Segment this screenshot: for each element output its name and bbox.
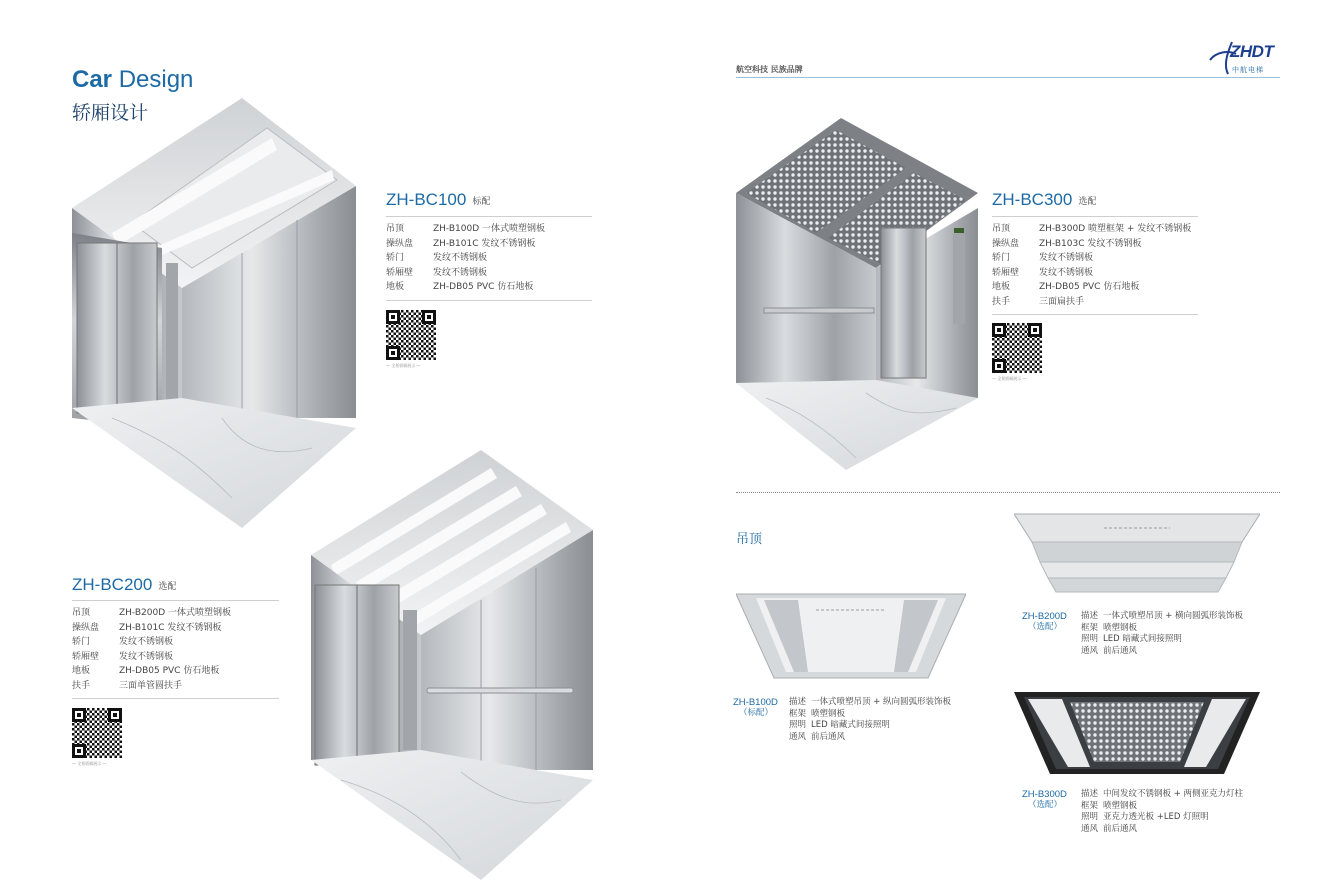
page-title-en [72, 66, 193, 94]
desc-row [789, 732, 951, 744]
spec-key: 扶手 [72, 680, 91, 691]
brand-slogan: 航空科技 民族品牌 [736, 65, 803, 74]
spec-value: 三面单管圆扶手 [119, 680, 183, 691]
model-bc200: ZH-BC200 [72, 575, 153, 594]
spec-key: 地板 [386, 282, 405, 292]
model-bc100: ZH-BC100 [386, 190, 467, 209]
desc-value: 前后通风 [1103, 645, 1138, 656]
ceiling-label-b100d [733, 697, 778, 719]
qr-code-bc200[interactable] [72, 708, 122, 758]
spec-value: ZH-B300D 喷塑框架 + 发纹不锈钢板 [1039, 224, 1192, 234]
desc-key: 框架 [1081, 622, 1099, 633]
desc-key: 描述 [789, 697, 807, 707]
desc-row [1081, 824, 1243, 836]
qr-caption: — 全景轿厢展示 — [992, 376, 1027, 381]
ceiling-heading: 吊顶 [736, 532, 763, 547]
spec-key: 操纵盘 [992, 238, 1020, 249]
ceiling-model-b100d: ZH-B100D [733, 697, 778, 708]
spec-key: 吊顶 [992, 224, 1011, 234]
desc-row [1081, 646, 1243, 658]
spec-row [72, 621, 231, 636]
spec-value: ZH-B103C 发纹不锈钢板 [1039, 238, 1142, 249]
spec-row [992, 222, 1191, 237]
logo-subtext: 中航电梯 [1232, 66, 1264, 74]
spec-value: 发纹不锈钢板 [119, 651, 174, 662]
divider [386, 300, 592, 301]
spec-row [72, 635, 231, 650]
divider [72, 698, 279, 699]
spec-value: ZH-B101C 发纹不锈钢板 [119, 622, 222, 633]
spec-title-bc300 [992, 190, 1096, 210]
spec-value: 三面扁扶手 [1039, 296, 1085, 307]
spec-row [386, 222, 545, 237]
desc-value: LED 暗藏式间接照明 [811, 720, 890, 730]
spec-key: 吊顶 [386, 224, 405, 234]
desc-value: 中间发纹不锈钢板 + 两侧亚克力灯柱 [1103, 789, 1244, 799]
ceiling-label-b200d [1022, 611, 1067, 633]
divider [72, 600, 279, 601]
desc-row [1081, 801, 1243, 813]
spec-table-bc200 [72, 606, 231, 693]
spec-key: 轿厢壁 [72, 651, 100, 662]
spec-key: 地板 [72, 666, 91, 676]
qr-caption: — 全景轿厢展示 — [72, 761, 107, 766]
spec-key: 轿厢壁 [992, 267, 1020, 278]
desc-key: 照明 [1081, 812, 1099, 822]
desc-key: 通风 [1081, 823, 1099, 834]
spec-value: ZH-DB05 PVC 仿石地板 [433, 282, 534, 292]
spec-key: 轿门 [72, 637, 91, 647]
spec-row [992, 251, 1191, 266]
spec-key: 操纵盘 [386, 238, 414, 249]
ceiling-image-b100d [736, 592, 966, 680]
ceiling-desc-b100d [789, 697, 951, 743]
desc-key: 照明 [789, 720, 807, 730]
spec-row [72, 679, 231, 694]
desc-row [1081, 634, 1243, 646]
ceiling-tag-b100d: （标配） [739, 708, 774, 718]
spec-row [992, 280, 1191, 295]
desc-row [789, 709, 951, 721]
spec-value: 发纹不锈钢板 [119, 637, 174, 647]
desc-key: 描述 [1081, 789, 1099, 799]
title-en-bold: Car [72, 66, 113, 93]
logo-text: ZHDT [1230, 42, 1274, 61]
ceiling-model-b300d: ZH-B300D [1022, 789, 1067, 800]
desc-row [1081, 623, 1243, 635]
spec-row [386, 237, 545, 252]
desc-value: 亚克力透光板 +LED 灯照明 [1103, 812, 1209, 822]
spec-key: 轿门 [992, 253, 1011, 263]
ceiling-image-b200d [1014, 512, 1260, 600]
tag-bc300: 选配 [1078, 196, 1097, 207]
spec-row [72, 606, 231, 621]
qr-caption: — 全景轿厢展示 — [386, 363, 421, 368]
spec-value: ZH-B200D 一体式喷塑钢板 [119, 608, 232, 618]
ceiling-desc-b300d [1081, 789, 1243, 835]
spec-value: 发纹不锈钢板 [1039, 267, 1094, 278]
spec-value: ZH-B100D 一体式喷塑钢板 [433, 224, 546, 234]
spec-key: 地板 [992, 282, 1011, 292]
model-bc300: ZH-BC300 [992, 190, 1073, 209]
desc-value: 喷塑钢板 [811, 708, 846, 719]
car-image-bc200 [311, 450, 593, 880]
desc-value: 一体式喷塑吊顶 + 纵向圆弧形装饰板 [811, 697, 952, 707]
divider [386, 216, 592, 217]
spec-value: 发纹不锈钢板 [433, 253, 488, 263]
spec-row [992, 295, 1191, 310]
header-divider [736, 77, 1280, 78]
desc-value: 前后通风 [811, 731, 846, 742]
spec-table-bc100 [386, 222, 545, 295]
ceiling-model-b200d: ZH-B200D [1022, 611, 1067, 622]
spec-key: 轿门 [386, 253, 405, 263]
desc-value: 喷塑钢板 [1103, 800, 1138, 811]
desc-row [789, 720, 951, 732]
spec-row [72, 664, 231, 679]
spec-title-bc100 [386, 190, 490, 210]
desc-row [1081, 812, 1243, 824]
desc-row [1081, 789, 1243, 801]
desc-row [1081, 611, 1243, 623]
spec-row [992, 266, 1191, 281]
ceiling-tag-b200d: （选配） [1028, 622, 1063, 632]
title-en-rest: Design [112, 66, 194, 93]
ceiling-label-b300d [1022, 789, 1067, 811]
ceiling-tag-b300d: （选配） [1028, 800, 1063, 810]
spec-key: 扶手 [992, 296, 1011, 307]
tag-bc100: 标配 [472, 196, 491, 207]
desc-key: 通风 [789, 731, 807, 742]
desc-value: 前后通风 [1103, 823, 1138, 834]
spec-row [386, 280, 545, 295]
desc-key: 照明 [1081, 634, 1099, 644]
desc-key: 描述 [1081, 611, 1099, 621]
desc-value: 一体式喷塑吊顶 + 横向圆弧形装饰板 [1103, 611, 1244, 621]
divider [992, 314, 1198, 315]
spec-row [992, 237, 1191, 252]
spec-title-bc200 [72, 575, 176, 595]
spec-value: ZH-DB05 PVC 仿石地板 [119, 666, 220, 676]
qr-code-bc100[interactable] [386, 310, 436, 360]
desc-key: 通风 [1081, 645, 1099, 656]
spec-row [386, 251, 545, 266]
spec-value: ZH-DB05 PVC 仿石地板 [1039, 282, 1140, 292]
spec-table-bc300 [992, 222, 1191, 309]
spec-key: 轿厢壁 [386, 267, 414, 278]
desc-row [789, 697, 951, 709]
ceiling-desc-b200d [1081, 611, 1243, 657]
desc-value: 喷塑钢板 [1103, 622, 1138, 633]
spec-row [386, 266, 545, 281]
page-title-zh: 轿厢设计 [72, 102, 149, 124]
spec-row [72, 650, 231, 665]
car-image-bc300 [736, 118, 978, 470]
desc-key: 框架 [1081, 800, 1099, 811]
spec-key: 操纵盘 [72, 622, 100, 633]
desc-key: 框架 [789, 708, 807, 719]
divider [992, 216, 1198, 217]
spec-value: 发纹不锈钢板 [433, 267, 488, 278]
spec-value: ZH-B101C 发纹不锈钢板 [433, 238, 536, 249]
spec-value: 发纹不锈钢板 [1039, 253, 1094, 263]
tag-bc200: 选配 [158, 581, 177, 592]
spec-key: 吊顶 [72, 608, 91, 618]
qr-code-bc300[interactable] [992, 323, 1042, 373]
desc-value: LED 暗藏式间接照明 [1103, 634, 1182, 644]
section-divider [736, 492, 1280, 493]
ceiling-image-b300d [1014, 690, 1260, 776]
